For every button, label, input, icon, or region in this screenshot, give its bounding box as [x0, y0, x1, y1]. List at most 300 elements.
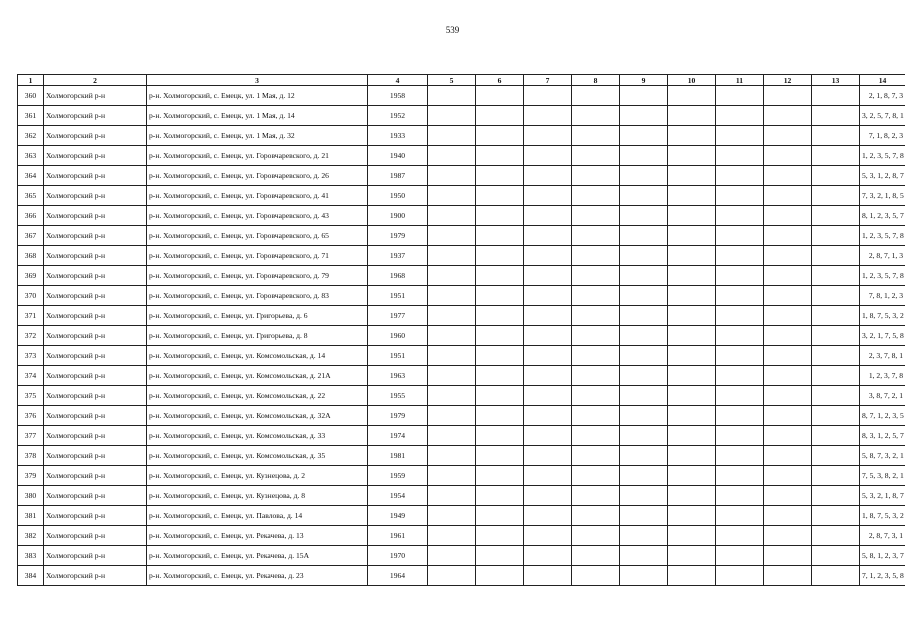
row-number-cell: 374	[18, 366, 44, 386]
row-number-cell: 377	[18, 426, 44, 446]
empty-cell-col-13	[812, 126, 860, 146]
empty-cell-col-5	[428, 306, 476, 326]
empty-cell-col-8	[572, 286, 620, 306]
empty-cell-col-7	[524, 146, 572, 166]
empty-cell-col-9	[620, 446, 668, 466]
empty-cell-col-7	[524, 546, 572, 566]
empty-cell-col-10	[668, 286, 716, 306]
empty-cell-col-6	[476, 566, 524, 586]
address-cell: р-н. Холмогорский, с. Емецк, ул. Горовчаревского, д. 43	[147, 206, 368, 226]
district-cell: Холмогорский р-н	[44, 166, 147, 186]
empty-cell-col-13	[812, 426, 860, 446]
table-row	[18, 206, 905, 226]
table-row	[18, 406, 905, 426]
empty-cell-col-6	[476, 386, 524, 406]
address-cell: р-н. Холмогорский, с. Емецк, ул. Рекачева, д. 13	[147, 526, 368, 546]
empty-cell-col-5	[428, 406, 476, 426]
row-number-cell: 365	[18, 186, 44, 206]
empty-cell-col-10	[668, 366, 716, 386]
row-number-cell: 378	[18, 446, 44, 466]
empty-cell-col-7	[524, 306, 572, 326]
empty-cell-col-12	[764, 446, 812, 466]
column-14-cell: 1, 2, 3, 5, 7, 8	[860, 226, 905, 246]
column-14-cell: 5, 8, 1, 2, 3, 7	[860, 546, 905, 566]
column-14-cell: 3, 2, 5, 7, 8, 1	[860, 106, 905, 126]
empty-cell-col-9	[620, 106, 668, 126]
row-number-cell: 372	[18, 326, 44, 346]
empty-cell-col-13	[812, 186, 860, 206]
empty-cell-col-5	[428, 186, 476, 206]
year-cell: 1987	[368, 166, 428, 186]
row-number-cell: 382	[18, 526, 44, 546]
table-row	[18, 266, 905, 286]
table-row	[18, 126, 905, 146]
empty-cell-col-10	[668, 86, 716, 106]
column-14-cell: 3, 2, 1, 7, 5, 8	[860, 326, 905, 346]
empty-cell-col-9	[620, 526, 668, 546]
empty-cell-col-9	[620, 146, 668, 166]
district-cell: Холмогорский р-н	[44, 106, 147, 126]
empty-cell-col-12	[764, 286, 812, 306]
empty-cell-col-10	[668, 206, 716, 226]
empty-cell-col-8	[572, 526, 620, 546]
empty-cell-col-8	[572, 466, 620, 486]
row-number-cell: 375	[18, 386, 44, 406]
district-cell: Холмогорский р-н	[44, 286, 147, 306]
address-cell: р-н. Холмогорский, с. Емецк, ул. Павлова, д. 14	[147, 506, 368, 526]
empty-cell-col-6	[476, 346, 524, 366]
address-cell: р-н. Холмогорский, с. Емецк, ул. Комсомольская, д. 14	[147, 346, 368, 366]
empty-cell-col-5	[428, 86, 476, 106]
empty-cell-col-11	[716, 506, 764, 526]
register-table	[17, 74, 905, 586]
empty-cell-col-11	[716, 86, 764, 106]
empty-cell-col-12	[764, 306, 812, 326]
empty-cell-col-12	[764, 426, 812, 446]
empty-cell-col-10	[668, 106, 716, 126]
empty-cell-col-5	[428, 266, 476, 286]
table-row	[18, 506, 905, 526]
empty-cell-col-10	[668, 346, 716, 366]
empty-cell-col-11	[716, 406, 764, 426]
row-number-cell: 360	[18, 86, 44, 106]
empty-cell-col-7	[524, 526, 572, 546]
year-cell: 1958	[368, 86, 428, 106]
empty-cell-col-5	[428, 566, 476, 586]
empty-cell-col-13	[812, 86, 860, 106]
district-cell: Холмогорский р-н	[44, 546, 147, 566]
empty-cell-col-13	[812, 366, 860, 386]
district-cell: Холмогорский р-н	[44, 306, 147, 326]
empty-cell-col-11	[716, 526, 764, 546]
empty-cell-col-13	[812, 146, 860, 166]
column-14-cell: 7, 8, 1, 2, 3	[860, 286, 905, 306]
column-header-1: 1	[18, 75, 44, 86]
empty-cell-col-13	[812, 566, 860, 586]
column-14-cell: 2, 3, 7, 8, 1	[860, 346, 905, 366]
district-cell: Холмогорский р-н	[44, 266, 147, 286]
empty-cell-col-12	[764, 326, 812, 346]
empty-cell-col-8	[572, 266, 620, 286]
empty-cell-col-10	[668, 186, 716, 206]
column-header-11: 11	[716, 75, 764, 86]
column-14-cell: 5, 8, 7, 3, 2, 1	[860, 446, 905, 466]
row-number-cell: 366	[18, 206, 44, 226]
empty-cell-col-12	[764, 506, 812, 526]
district-cell: Холмогорский р-н	[44, 446, 147, 466]
empty-cell-col-12	[764, 546, 812, 566]
empty-cell-col-13	[812, 306, 860, 326]
empty-cell-col-7	[524, 466, 572, 486]
year-cell: 1974	[368, 426, 428, 446]
empty-cell-col-9	[620, 166, 668, 186]
table-row	[18, 186, 905, 206]
empty-cell-col-11	[716, 126, 764, 146]
empty-cell-col-13	[812, 526, 860, 546]
column-header-12: 12	[764, 75, 812, 86]
address-cell: р-н. Холмогорский, с. Емецк, ул. Горовчаревского, д. 65	[147, 226, 368, 246]
empty-cell-col-9	[620, 206, 668, 226]
empty-cell-col-12	[764, 86, 812, 106]
table-row	[18, 226, 905, 246]
column-14-cell: 1, 2, 3, 5, 7, 8	[860, 266, 905, 286]
empty-cell-col-10	[668, 506, 716, 526]
empty-cell-col-7	[524, 506, 572, 526]
column-header-10: 10	[668, 75, 716, 86]
address-cell: р-н. Холмогорский, с. Емецк, ул. Комсомольская, д. 35	[147, 446, 368, 466]
empty-cell-col-12	[764, 266, 812, 286]
empty-cell-col-8	[572, 566, 620, 586]
empty-cell-col-12	[764, 466, 812, 486]
empty-cell-col-7	[524, 226, 572, 246]
district-cell: Холмогорский р-н	[44, 146, 147, 166]
column-14-cell: 7, 3, 2, 1, 8, 5	[860, 186, 905, 206]
empty-cell-col-6	[476, 546, 524, 566]
district-cell: Холмогорский р-н	[44, 426, 147, 446]
column-14-cell: 8, 1, 2, 3, 5, 7	[860, 206, 905, 226]
empty-cell-col-5	[428, 486, 476, 506]
address-cell: р-н. Холмогорский, с. Емецк, ул. Комсомольская, д. 33	[147, 426, 368, 446]
empty-cell-col-9	[620, 86, 668, 106]
empty-cell-col-9	[620, 506, 668, 526]
table-row	[18, 526, 905, 546]
district-cell: Холмогорский р-н	[44, 486, 147, 506]
table-row	[18, 106, 905, 126]
empty-cell-col-5	[428, 446, 476, 466]
empty-cell-col-6	[476, 266, 524, 286]
empty-cell-col-11	[716, 206, 764, 226]
empty-cell-col-12	[764, 106, 812, 126]
table-row	[18, 486, 905, 506]
empty-cell-col-6	[476, 166, 524, 186]
empty-cell-col-9	[620, 366, 668, 386]
empty-cell-col-9	[620, 386, 668, 406]
empty-cell-col-11	[716, 326, 764, 346]
row-number-cell: 384	[18, 566, 44, 586]
empty-cell-col-9	[620, 406, 668, 426]
empty-cell-col-13	[812, 466, 860, 486]
empty-cell-col-12	[764, 166, 812, 186]
row-number-cell: 363	[18, 146, 44, 166]
empty-cell-col-10	[668, 246, 716, 266]
empty-cell-col-6	[476, 486, 524, 506]
column-14-cell: 1, 2, 3, 5, 7, 8	[860, 146, 905, 166]
year-cell: 1955	[368, 386, 428, 406]
address-cell: р-н. Холмогорский, с. Емецк, ул. Комсомольская, д. 32А	[147, 406, 368, 426]
empty-cell-col-13	[812, 506, 860, 526]
year-cell: 1981	[368, 446, 428, 466]
address-cell: р-н. Холмогорский, с. Емецк, ул. Рекачева, д. 15А	[147, 546, 368, 566]
empty-cell-col-6	[476, 326, 524, 346]
address-cell: р-н. Холмогорский, с. Емецк, ул. Горовчаревского, д. 83	[147, 286, 368, 306]
district-cell: Холмогорский р-н	[44, 466, 147, 486]
address-cell: р-н. Холмогорский, с. Емецк, ул. Горовчаревского, д. 41	[147, 186, 368, 206]
address-cell: р-н. Холмогорский, с. Емецк, ул. Рекачева, д. 23	[147, 566, 368, 586]
empty-cell-col-10	[668, 326, 716, 346]
row-number-cell: 369	[18, 266, 44, 286]
year-cell: 1970	[368, 546, 428, 566]
empty-cell-col-7	[524, 266, 572, 286]
address-cell: р-н. Холмогорский, с. Емецк, ул. Григорьева, д. 6	[147, 306, 368, 326]
table-row	[18, 286, 905, 306]
empty-cell-col-6	[476, 446, 524, 466]
address-cell: р-н. Холмогорский, с. Емецк, ул. 1 Мая, д. 14	[147, 106, 368, 126]
year-cell: 1933	[368, 126, 428, 146]
empty-cell-col-13	[812, 346, 860, 366]
empty-cell-col-13	[812, 446, 860, 466]
address-cell: р-н. Холмогорский, с. Емецк, ул. Комсомольская, д. 21А	[147, 366, 368, 386]
row-number-cell: 368	[18, 246, 44, 266]
empty-cell-col-9	[620, 546, 668, 566]
empty-cell-col-8	[572, 226, 620, 246]
address-cell: р-н. Холмогорский, с. Емецк, ул. 1 Мая, д. 12	[147, 86, 368, 106]
address-cell: р-н. Холмогорский, с. Емецк, ул. Горовчаревского, д. 71	[147, 246, 368, 266]
empty-cell-col-7	[524, 106, 572, 126]
table-row	[18, 466, 905, 486]
empty-cell-col-12	[764, 226, 812, 246]
empty-cell-col-11	[716, 106, 764, 126]
empty-cell-col-7	[524, 206, 572, 226]
empty-cell-col-5	[428, 226, 476, 246]
empty-cell-col-6	[476, 506, 524, 526]
row-number-cell: 381	[18, 506, 44, 526]
column-14-cell: 7, 5, 3, 8, 2, 1	[860, 466, 905, 486]
empty-cell-col-6	[476, 426, 524, 446]
year-cell: 1949	[368, 506, 428, 526]
empty-cell-col-8	[572, 426, 620, 446]
empty-cell-col-10	[668, 426, 716, 446]
table-row	[18, 326, 905, 346]
column-header-13: 13	[812, 75, 860, 86]
year-cell: 1900	[368, 206, 428, 226]
column-14-cell: 8, 3, 1, 2, 5, 7	[860, 426, 905, 446]
year-cell: 1951	[368, 346, 428, 366]
empty-cell-col-6	[476, 246, 524, 266]
empty-cell-col-11	[716, 306, 764, 326]
empty-cell-col-5	[428, 286, 476, 306]
year-cell: 1950	[368, 186, 428, 206]
empty-cell-col-8	[572, 186, 620, 206]
column-14-cell: 2, 1, 8, 7, 3	[860, 86, 905, 106]
year-cell: 1968	[368, 266, 428, 286]
empty-cell-col-7	[524, 406, 572, 426]
district-cell: Холмогорский р-н	[44, 366, 147, 386]
table-row	[18, 426, 905, 446]
empty-cell-col-7	[524, 426, 572, 446]
empty-cell-col-11	[716, 246, 764, 266]
empty-cell-col-8	[572, 86, 620, 106]
empty-cell-col-6	[476, 146, 524, 166]
empty-cell-col-8	[572, 146, 620, 166]
empty-cell-col-5	[428, 506, 476, 526]
row-number-cell: 364	[18, 166, 44, 186]
row-number-cell: 361	[18, 106, 44, 126]
row-number-cell: 376	[18, 406, 44, 426]
empty-cell-col-11	[716, 266, 764, 286]
column-14-cell: 5, 3, 1, 2, 8, 7	[860, 166, 905, 186]
district-cell: Холмогорский р-н	[44, 326, 147, 346]
empty-cell-col-13	[812, 286, 860, 306]
empty-cell-col-10	[668, 546, 716, 566]
empty-cell-col-8	[572, 246, 620, 266]
district-cell: Холмогорский р-н	[44, 206, 147, 226]
empty-cell-col-13	[812, 326, 860, 346]
empty-cell-col-9	[620, 306, 668, 326]
empty-cell-col-7	[524, 566, 572, 586]
column-14-cell: 2, 8, 7, 3, 1	[860, 526, 905, 546]
district-cell: Холмогорский р-н	[44, 226, 147, 246]
column-header-7: 7	[524, 75, 572, 86]
row-number-cell: 379	[18, 466, 44, 486]
empty-cell-col-10	[668, 306, 716, 326]
table-row	[18, 306, 905, 326]
column-14-cell: 1, 8, 7, 5, 3, 2	[860, 306, 905, 326]
page-number: 539	[445, 25, 460, 35]
empty-cell-col-8	[572, 106, 620, 126]
empty-cell-col-10	[668, 266, 716, 286]
empty-cell-col-11	[716, 566, 764, 586]
column-14-cell: 1, 8, 7, 5, 3, 2	[860, 506, 905, 526]
year-cell: 1951	[368, 286, 428, 306]
table-row	[18, 346, 905, 366]
empty-cell-col-8	[572, 386, 620, 406]
empty-cell-col-7	[524, 446, 572, 466]
empty-cell-col-9	[620, 566, 668, 586]
empty-cell-col-11	[716, 426, 764, 446]
table-row	[18, 446, 905, 466]
empty-cell-col-12	[764, 146, 812, 166]
address-cell: р-н. Холмогорский, с. Емецк, ул. Григорьева, д. 8	[147, 326, 368, 346]
address-cell: р-н. Холмогорский, с. Емецк, ул. Горовчаревского, д. 21	[147, 146, 368, 166]
empty-cell-col-11	[716, 166, 764, 186]
empty-cell-col-5	[428, 126, 476, 146]
table-row	[18, 166, 905, 186]
empty-cell-col-11	[716, 346, 764, 366]
table-row	[18, 246, 905, 266]
empty-cell-col-8	[572, 126, 620, 146]
empty-cell-col-5	[428, 206, 476, 226]
empty-cell-col-9	[620, 286, 668, 306]
empty-cell-col-13	[812, 166, 860, 186]
column-14-cell: 8, 7, 1, 2, 3, 5	[860, 406, 905, 426]
row-number-cell: 370	[18, 286, 44, 306]
year-cell: 1940	[368, 146, 428, 166]
column-header-14: 14	[860, 75, 905, 86]
empty-cell-col-5	[428, 106, 476, 126]
empty-cell-col-5	[428, 546, 476, 566]
district-cell: Холмогорский р-н	[44, 406, 147, 426]
empty-cell-col-7	[524, 346, 572, 366]
empty-cell-col-7	[524, 166, 572, 186]
empty-cell-col-10	[668, 486, 716, 506]
empty-cell-col-6	[476, 126, 524, 146]
empty-cell-col-10	[668, 146, 716, 166]
empty-cell-col-12	[764, 366, 812, 386]
year-cell: 1959	[368, 466, 428, 486]
empty-cell-col-5	[428, 326, 476, 346]
empty-cell-col-8	[572, 506, 620, 526]
empty-cell-col-8	[572, 406, 620, 426]
empty-cell-col-6	[476, 106, 524, 126]
table-body	[18, 86, 905, 586]
empty-cell-col-13	[812, 546, 860, 566]
table-row	[18, 566, 905, 586]
row-number-cell: 383	[18, 546, 44, 566]
empty-cell-col-6	[476, 226, 524, 246]
empty-cell-col-10	[668, 566, 716, 586]
district-cell: Холмогорский р-н	[44, 126, 147, 146]
empty-cell-col-9	[620, 326, 668, 346]
column-header-8: 8	[572, 75, 620, 86]
column-header-6: 6	[476, 75, 524, 86]
empty-cell-col-5	[428, 166, 476, 186]
year-cell: 1963	[368, 366, 428, 386]
empty-cell-col-7	[524, 286, 572, 306]
empty-cell-col-13	[812, 246, 860, 266]
empty-cell-col-5	[428, 366, 476, 386]
column-header-4: 4	[368, 75, 428, 86]
empty-cell-col-13	[812, 106, 860, 126]
table-row	[18, 146, 905, 166]
year-cell: 1979	[368, 226, 428, 246]
empty-cell-col-11	[716, 546, 764, 566]
empty-cell-col-12	[764, 406, 812, 426]
year-cell: 1960	[368, 326, 428, 346]
empty-cell-col-11	[716, 286, 764, 306]
empty-cell-col-13	[812, 486, 860, 506]
empty-cell-col-7	[524, 86, 572, 106]
empty-cell-col-5	[428, 346, 476, 366]
empty-cell-col-5	[428, 426, 476, 446]
empty-cell-col-11	[716, 486, 764, 506]
address-cell: р-н. Холмогорский, с. Емецк, ул. Горовчаревского, д. 26	[147, 166, 368, 186]
row-number-cell: 367	[18, 226, 44, 246]
empty-cell-col-11	[716, 446, 764, 466]
district-cell: Холмогорский р-н	[44, 386, 147, 406]
empty-cell-col-7	[524, 386, 572, 406]
empty-cell-col-7	[524, 186, 572, 206]
table-row	[18, 386, 905, 406]
empty-cell-col-10	[668, 446, 716, 466]
empty-cell-col-13	[812, 266, 860, 286]
table-header-row	[18, 75, 905, 86]
empty-cell-col-6	[476, 86, 524, 106]
empty-cell-col-6	[476, 206, 524, 226]
empty-cell-col-9	[620, 266, 668, 286]
empty-cell-col-12	[764, 346, 812, 366]
empty-cell-col-10	[668, 226, 716, 246]
column-14-cell: 5, 3, 2, 1, 8, 7	[860, 486, 905, 506]
